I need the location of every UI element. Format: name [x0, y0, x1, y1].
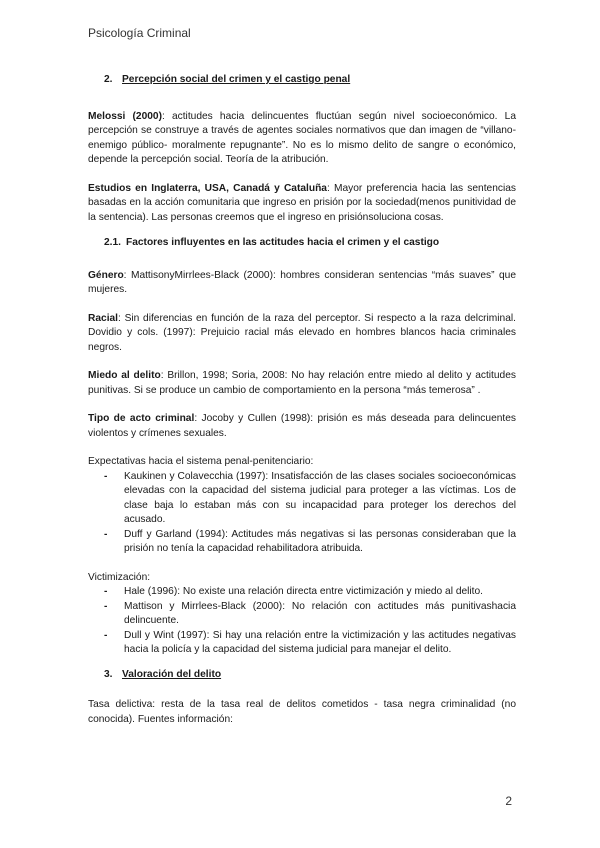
paragraph-tipo	[88, 412, 516, 441]
section-3-heading	[88, 668, 516, 683]
dash-bullet: -	[104, 600, 108, 612]
expectativas-intro: Expectativas hacia el sistema penal-penitenciario:	[88, 456, 314, 467]
bold-lead: Género	[88, 269, 124, 281]
bold-lead: Miedo al delito	[88, 370, 161, 381]
list-item-text: Hale (1996): No existe una relación directa entre victimización y miedo al delito.	[124, 586, 483, 597]
dash-bullet: -	[104, 629, 108, 641]
paragraph-text: : Mayor preferencia hacia las sentencias basadas en la acción comunitaria que ingreso en prisión por la sociedad(menos punitividad de la sentencia). Las personas creemos que el ingreso en prisiónsoluciona cosas.	[88, 182, 516, 223]
bold-lead: Racial	[88, 312, 119, 324]
paragraph-text: : Sin diferencias en función de la raza del perceptor. Si respecto a la raza delcriminal. Dovidio y cols. (1997): Prejuicio racial más elevado en hombres blancos hacia criminales negros.	[88, 312, 516, 353]
section-2-1-heading	[88, 236, 516, 251]
dash-bullet: -	[104, 470, 108, 482]
list-item-text: Dull y Wint (1997): Si hay una relación entre la victimización y las actitudes negativas hacia la policía y la capacidad del sistema judicial para manejar el delito.	[124, 629, 516, 655]
paragraph-genero	[88, 269, 516, 298]
bold-lead: Tipo de acto criminal	[88, 413, 195, 424]
list-item-text: Mattison y Mirrlees-Black (2000): No relación con actitudes más punitivashacia delincuente.	[124, 600, 516, 626]
section-2-heading	[88, 73, 516, 88]
list-item	[104, 528, 516, 557]
expectativas-list	[88, 470, 516, 557]
paragraph-text: : actitudes hacia delincuentes fluctúan según nivel socioeconómico. La percepción se construye a través de agentes sociales normativos que dan imagen de “villano-enemigo público- moralmente repugnante”. No es lo mismo delito de sangre o económico, depende la percepción social. Teoría de la atribución.	[88, 110, 516, 165]
page-number: 2	[505, 794, 512, 808]
running-header: Psicología Criminal	[88, 26, 191, 40]
section-number: 3.	[104, 668, 113, 680]
dash-bullet: -	[104, 528, 108, 540]
paragraph-text: : Brillon, 1998; Soria, 2008: No hay relación entre miedo al delito y actitudes punitivas. Si se produce un cambio de comportamiento en la persona “más temerosa” .	[88, 370, 516, 396]
section-number: 2.1.	[104, 237, 121, 248]
paragraph-estudios	[88, 182, 516, 226]
list-item	[104, 470, 516, 528]
page-body	[88, 66, 516, 727]
section-title: Factores influyentes en las actitudes hacia el crimen y el castigo	[126, 237, 440, 248]
list-item	[104, 585, 516, 600]
victimizacion-list	[88, 585, 516, 658]
paragraph-melossi	[88, 110, 516, 168]
section-number: 2.	[104, 74, 113, 85]
paragraph-racial	[88, 312, 516, 356]
list-item	[104, 629, 516, 658]
paragraph-miedo	[88, 369, 516, 398]
dash-bullet: -	[104, 586, 108, 597]
paragraph-text: : MattisonyMirrlees-Black (2000): hombres consideran sentencias “más suaves” que mujeres.	[88, 269, 516, 295]
section-title: Valoración del delito	[122, 668, 222, 680]
paragraph-tasa-delictiva: Tasa delictiva: resta de la tasa real de delitos cometidos - tasa negra criminalidad (no conocida). Fuentes información:	[88, 699, 516, 725]
victimizacion-intro: Victimización:	[88, 571, 151, 583]
paragraph-text: : Jocoby y Cullen (1998): prisión es más deseada para delincuentes violentos y crímenes sexuales.	[88, 413, 516, 439]
list-item-text: Duff y Garland (1994): Actitudes más negativas si las personas consideraban que la prisión no tenía la capacidad rehabilitadora atribuida.	[124, 528, 516, 554]
section-title: Percepción social del crimen y el castigo penal	[122, 74, 351, 85]
list-item-text: Kaukinen y Colavecchia (1997): Insatisfacción de las clases sociales socioeconómicas elevadas con la capacidad del sistema judicial para proteger a las víctimas. Los de clase baja lo estaban más con su incapacidad para proteger los derechos del acusado.	[124, 470, 516, 525]
list-item	[104, 600, 516, 629]
bold-lead: Melossi (2000)	[88, 110, 162, 122]
bold-lead: Estudios en Inglaterra, USA, Canadá y Cataluña	[88, 182, 327, 194]
